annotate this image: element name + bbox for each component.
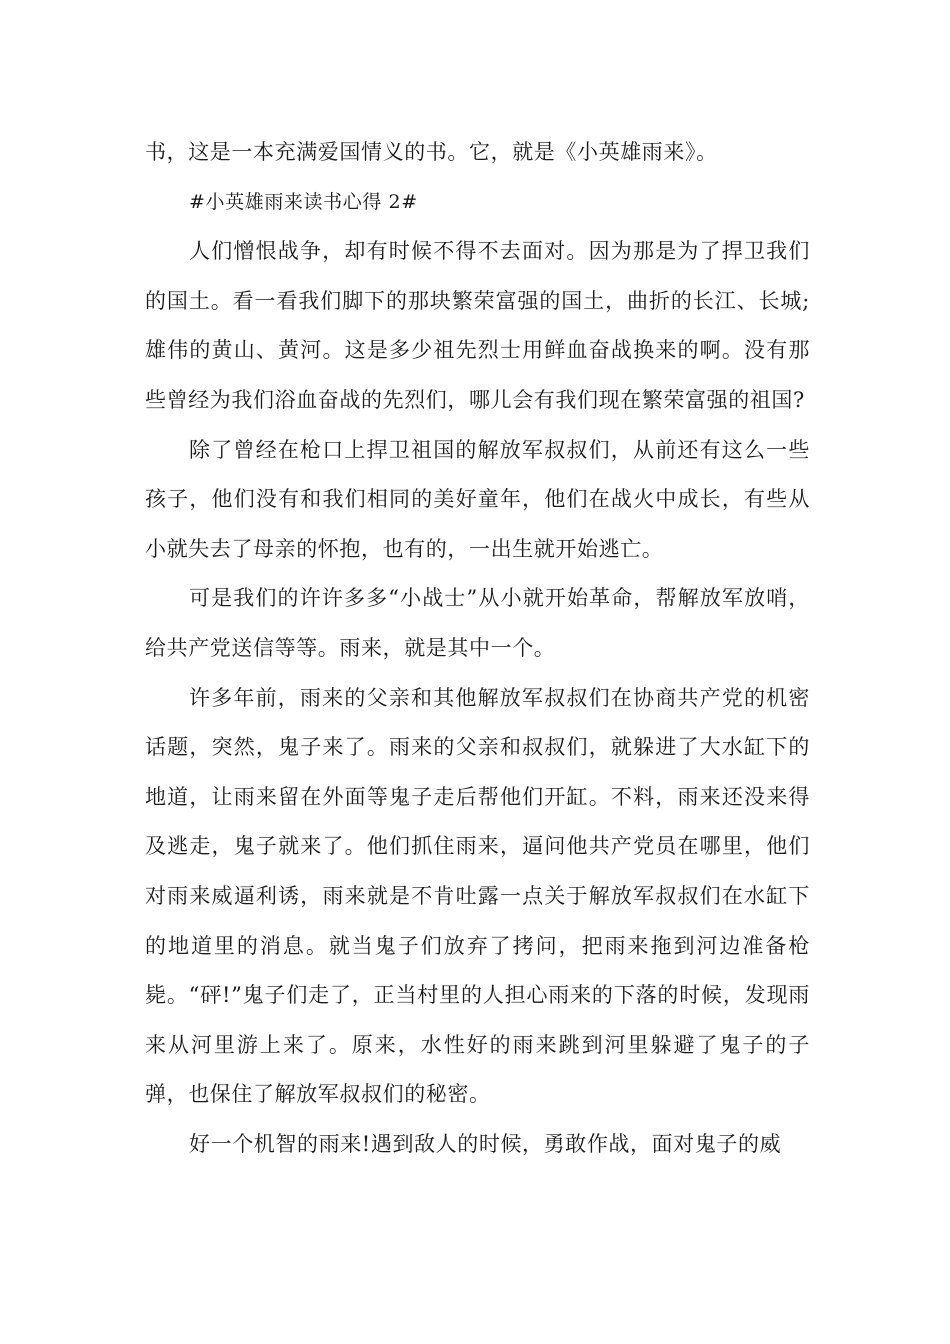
document-body bbox=[145, 128, 810, 1169]
paragraph: 除了曾经在枪口上捍卫祖国的解放军叔叔们，从前还有这么一些孩子，他们没有和我们相同的美好童年，他们在战火中成长，有些从小就失去了母亲的怀抱，也有的，一出生就开始逃亡。 bbox=[145, 437, 810, 561]
section-heading: #小英雄雨来读书心得 2# bbox=[189, 190, 418, 213]
paragraph-continuation: 书，这是一本充满爱国情义的书。它，就是《小英雄雨来》。 bbox=[145, 140, 718, 164]
paragraph: 人们憎恨战争，却有时候不得不去面对。因为那是为了捍卫我们的国土。看一看我们脚下的那块繁荣富强的国土，曲折的长江、长城;雄伟的黄山、黄河。这是多少祖先烈士用鲜血奋战换来的啊。没有那些曾经为我们浴血奋战的先烈们，哪儿会有我们现在繁荣富强的祖国? bbox=[145, 239, 810, 412]
paragraph: 好一个机智的雨来!遇到敌人的时候，勇敢作战，面对鬼子的威 bbox=[189, 1131, 782, 1156]
paragraph: 许多年前，雨来的父亲和其他解放军叔叔们在协商共产党的机密话题，突然，鬼子来了。雨来的父亲和叔叔们，就躲进了大水缸下的地道，让雨来留在外面等鬼子走后帮他们开缸。不料，雨来还没来得及逃走，鬼子就来了。他们抓住雨来，逼问他共产党员在哪里，他们对雨来威逼利诱，雨来就是不肯吐露一点关于解放军叔叔们在水缸下的地道里的消息。就当鬼子们放弃了拷问，把雨来拖到河边准备枪毙。“砰!”鬼子们走了，正当村里的人担心雨来的下落的时候，发现雨来从河里游上来了。原来，水性好的雨来跳到河里躲避了鬼子的子弹，也保住了解放军叔叔们的秘密。 bbox=[145, 685, 810, 1107]
paragraph: 可是我们的许许多多“小战士”从小就开始革命，帮解放军放哨，给共产党送信等等。雨来，就是其中一个。 bbox=[145, 586, 810, 660]
